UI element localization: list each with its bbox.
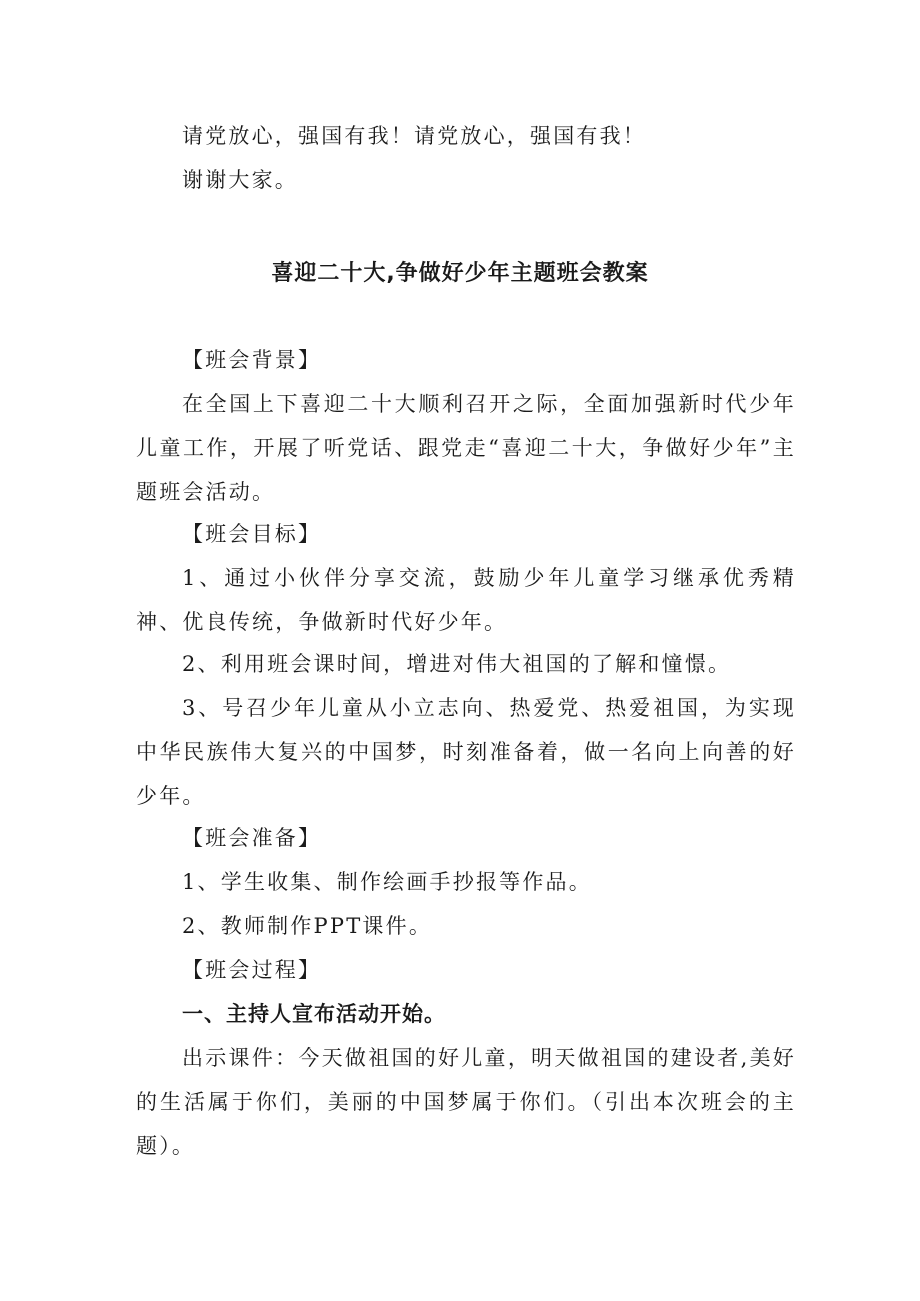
prep-item-1: 1、学生收集、制作绘画手抄报等作品。	[182, 870, 592, 894]
goal-item-3: 3、号召少年儿童从小立志向、热爱党、热爱祖国，为实现中华民族伟大复兴的中国梦，时刻准备着，做一名向上向善的好少年。	[136, 696, 796, 808]
prep-item-2: 2、教师制作PPT课件。	[182, 914, 433, 938]
prep-heading: 【班会准备】	[182, 826, 322, 850]
document-title: 喜迎二十大,争做好少年主题班会教案	[271, 261, 649, 286]
closing-line-1: 请党放心，强国有我！请党放心，强国有我！	[182, 124, 646, 148]
closing-line-2: 谢谢大家。	[182, 168, 298, 192]
background-heading: 【班会背景】	[182, 348, 322, 372]
goals-heading: 【班会目标】	[182, 522, 322, 546]
goal-item-2: 2、利用班会课时间，增进对伟大祖国的了解和憧憬。	[182, 652, 732, 676]
process-paragraph: 出示课件：今天做祖国的好儿童，明天做祖国的建设者,美好的生活属于你们，美丽的中国梦属于你们。（引出本次班会的主题）。	[136, 1046, 796, 1158]
goal-item-1: 1、通过小伙伴分享交流，鼓励少年儿童学习继承优秀精神、优良传统，争做新时代好少年。	[136, 566, 796, 634]
process-section-1-heading: 一、主持人宣布活动开始。	[182, 1002, 446, 1026]
process-heading: 【班会过程】	[182, 958, 322, 982]
background-paragraph: 在全国上下喜迎二十大顺利召开之际，全面加强新时代少年儿童工作，开展了听党话、跟党走“喜迎二十大，争做好少年”主题班会活动。	[136, 392, 796, 504]
